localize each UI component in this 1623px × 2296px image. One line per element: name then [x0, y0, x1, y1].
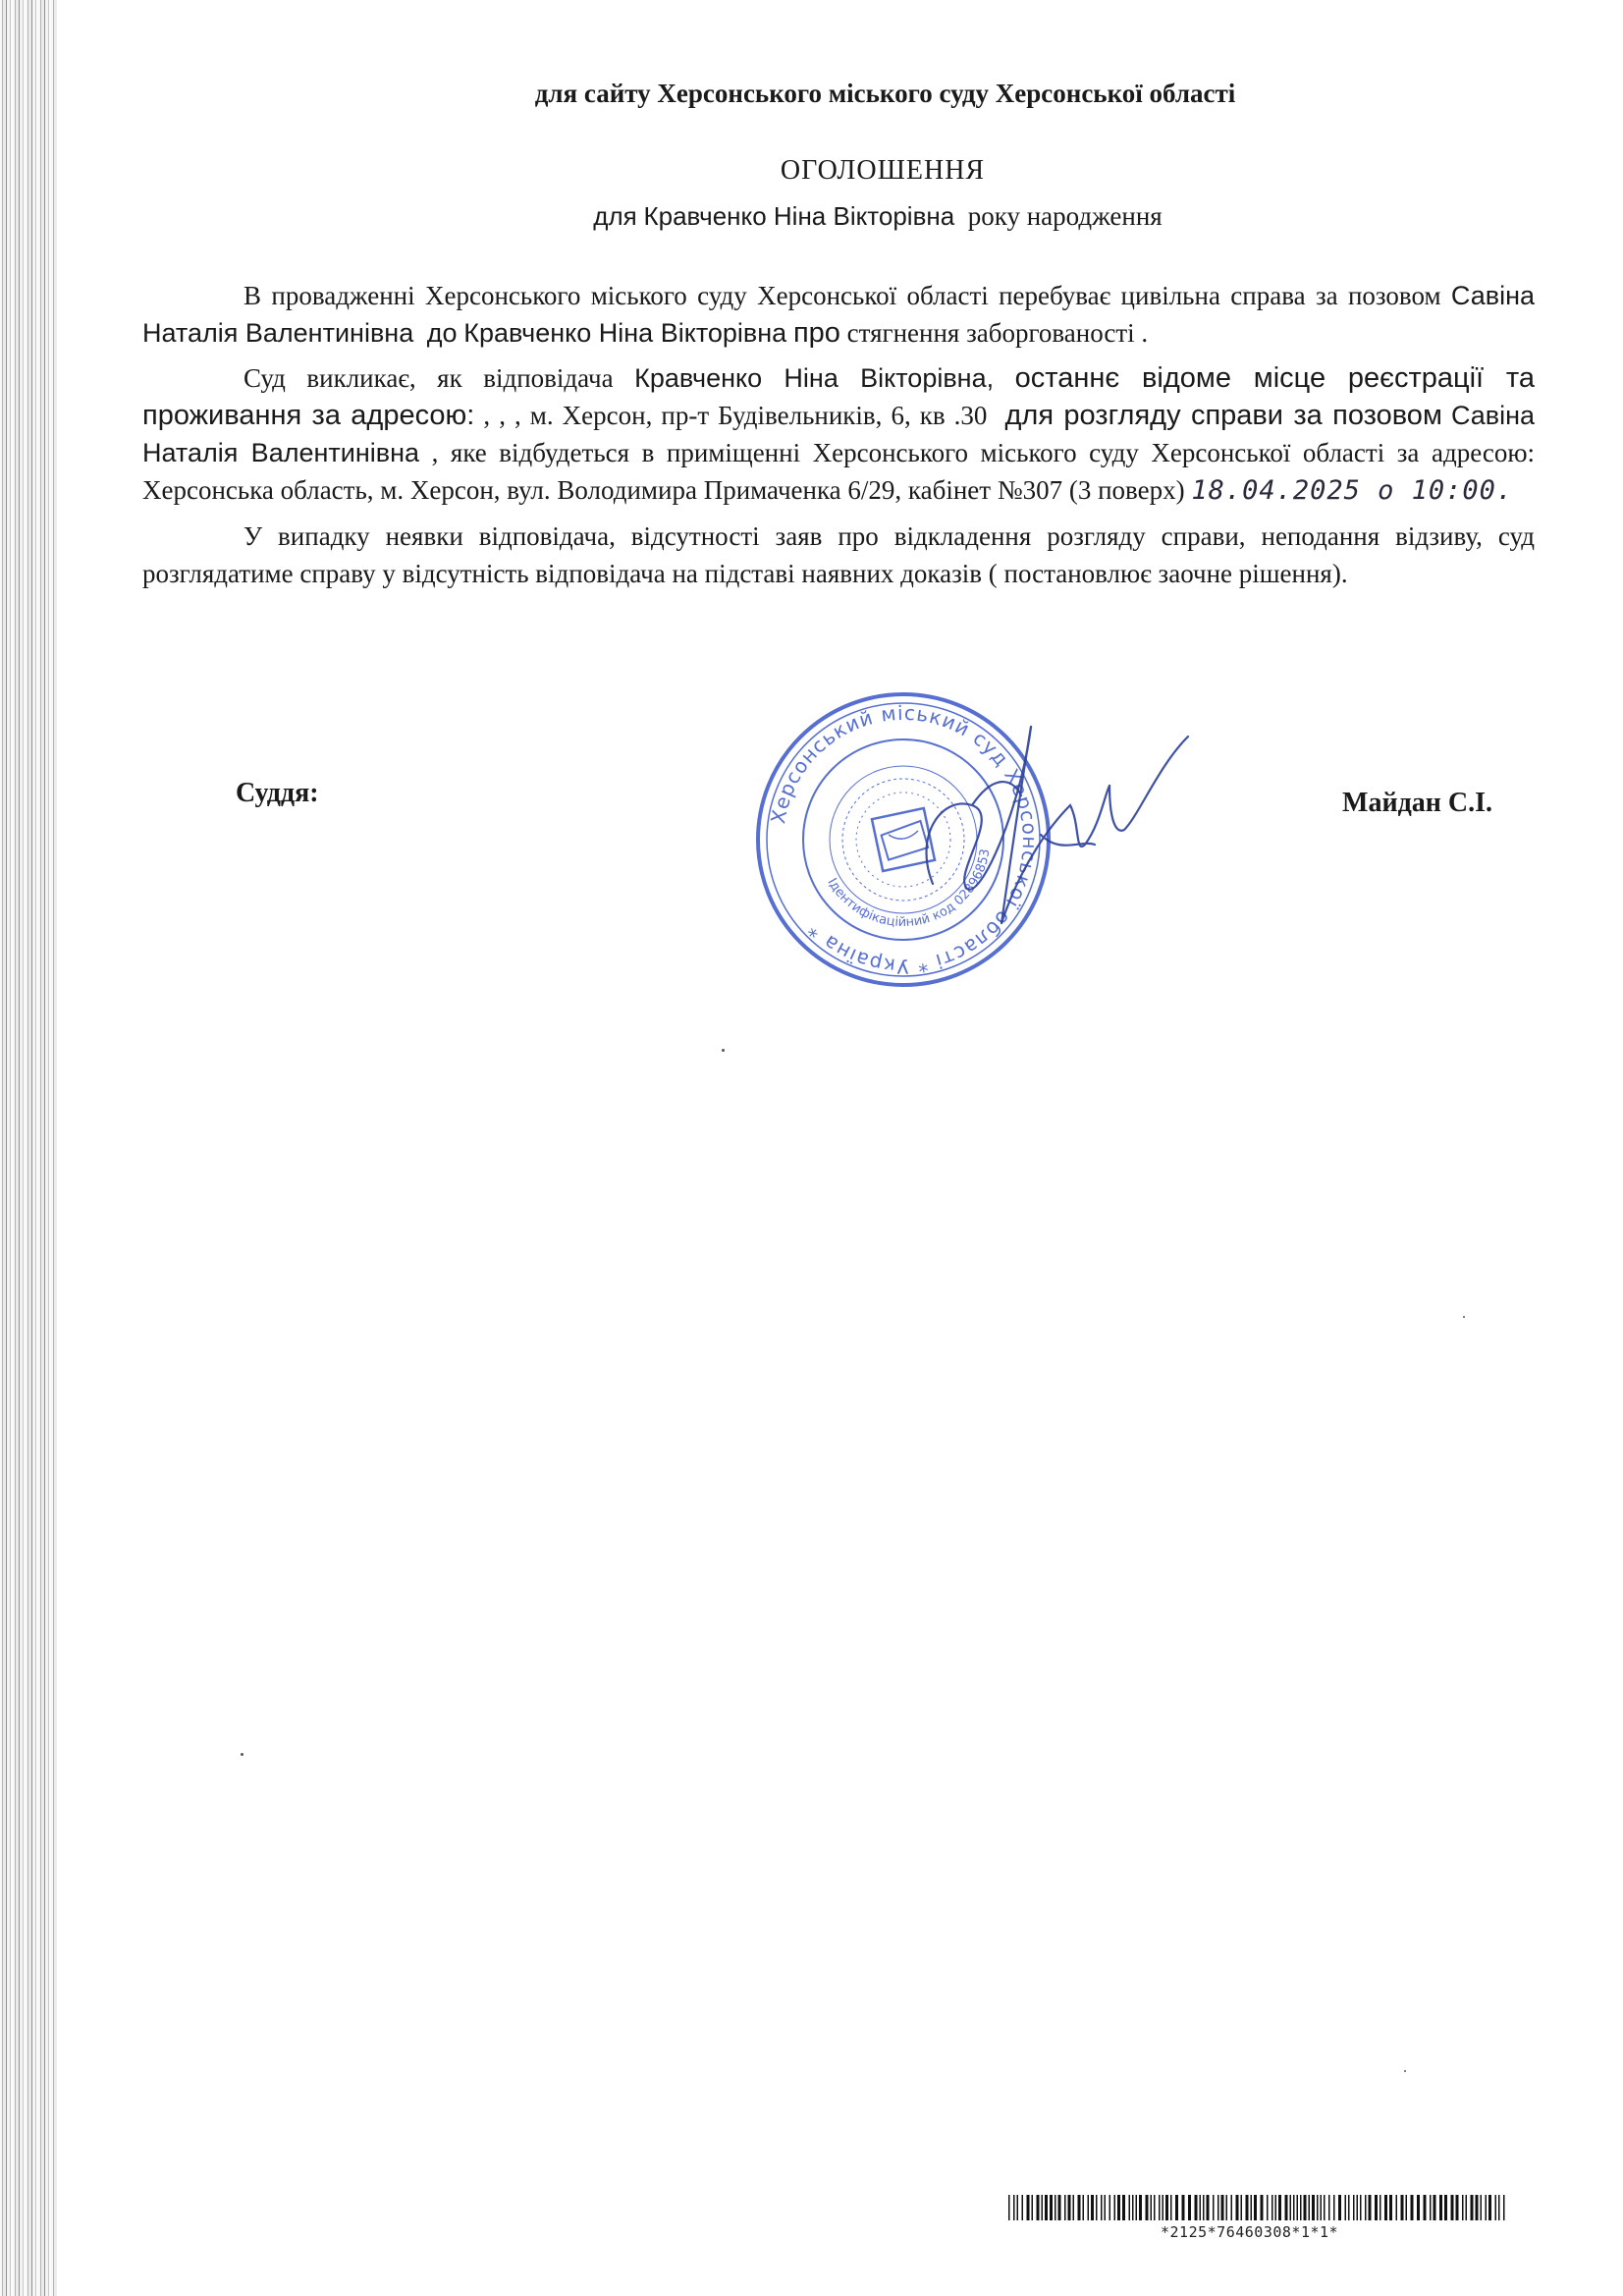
barcode-bar	[1278, 2195, 1281, 2220]
barcode-bar	[1401, 2195, 1404, 2220]
barcode-bar	[1471, 2195, 1474, 2220]
barcode-bar	[1451, 2195, 1454, 2220]
defendant-address: , , , м. Херсон, пр-т Будівельників, 6, кв .30	[483, 401, 988, 430]
barcode-bar	[1304, 2195, 1307, 2220]
notice-title: ОГОЛОШЕННЯ	[780, 155, 986, 186]
barcode-bar	[1139, 2195, 1142, 2220]
barcode-bar	[1481, 2195, 1483, 2220]
barcode-bar	[1293, 2195, 1295, 2220]
hearing-datetime: 18.04.2025 о 10:00.	[1191, 475, 1514, 506]
barcode-bar	[1396, 2195, 1398, 2220]
paragraph-default: У випадку неявки відповідача, відсутності заяв про відкладення розгляду справи, неподання відзиву, суд розглядатиме справу у відсутність відповідача на підставі наявних доказів ( постановлює заочне рішення).	[142, 521, 1535, 588]
summons-defendant: Кравченко Ніна Вікторівна,	[634, 363, 995, 393]
paragraph-case	[142, 277, 1535, 352]
barcode-bar	[1503, 2195, 1505, 2220]
barcode-bar	[1231, 2195, 1233, 2220]
barcode-bar	[1101, 2195, 1103, 2220]
barcode-bar	[1042, 2195, 1044, 2220]
barcode-bar	[1360, 2195, 1362, 2220]
barcode-bar	[1417, 2195, 1420, 2220]
barcode-bar	[1226, 2195, 1228, 2220]
barcode-bar	[1146, 2195, 1149, 2220]
judge-name: Майдан С.І.	[1342, 788, 1492, 818]
judge-label: Суддя:	[236, 778, 319, 808]
barcode-bar	[1309, 2195, 1311, 2220]
barcode-bar	[1375, 2195, 1378, 2220]
barcode-bar	[1271, 2195, 1273, 2220]
barcode-bar	[1129, 2195, 1131, 2220]
barcode-bar	[1132, 2195, 1134, 2220]
barcode-bar	[1195, 2195, 1198, 2220]
case-to: до	[426, 318, 458, 348]
barcode-bar	[1221, 2195, 1224, 2220]
barcode-bar	[1203, 2195, 1205, 2220]
barcode-bar	[1444, 2195, 1447, 2220]
barcode-bar	[1321, 2195, 1323, 2220]
barcode-bar	[1017, 2195, 1019, 2220]
barcode-bar	[1241, 2195, 1243, 2220]
barcode-bar	[1333, 2195, 1335, 2220]
scan-speck	[241, 1753, 243, 1756]
barcode-bar	[1013, 2195, 1015, 2220]
barcode-bar	[1439, 2195, 1442, 2220]
barcode-bar	[1170, 2195, 1172, 2220]
defendant-name: Кравченко Ніна Вікторівна	[463, 318, 787, 348]
summons-plaintiff: Савіна Наталія Валентинівна	[142, 401, 1536, 467]
paragraph-summons	[142, 359, 1535, 510]
addressee-suffix: року народження	[967, 201, 1163, 231]
barcode-bar	[1246, 2195, 1249, 2220]
barcode-number: *2125*76460308*1*1*	[1161, 2223, 1339, 2241]
barcode-bar	[1406, 2195, 1408, 2220]
barcode-bar	[1055, 2195, 1056, 2220]
barcode-bar	[1159, 2195, 1161, 2220]
barcode-bar	[1462, 2195, 1464, 2220]
barcode-bar	[1078, 2195, 1081, 2220]
summons-address-label: останнє відоме місце реєстрації та проживання за адресою:	[142, 362, 1535, 431]
barcode-bar	[1175, 2195, 1178, 2220]
plaintiff-name: Савіна Наталія Валентинівна	[142, 281, 1536, 348]
barcode-bar	[1083, 2195, 1085, 2220]
barcode-bar	[1466, 2195, 1468, 2220]
barcode-bar	[1105, 2195, 1107, 2220]
barcode-bar	[1495, 2195, 1497, 2220]
barcode-bar	[1213, 2195, 1215, 2220]
scan-speck	[1463, 1316, 1465, 1318]
barcode-bar	[1357, 2195, 1359, 2220]
barcode-bar	[1154, 2195, 1156, 2220]
hearing-location: , яке відбудеться в приміщенні Херсонського міського суду Херсонської області за адресою: Херсонська область, м. Херсон, вул. Володимира Примаченка 6/29, кабінет №307 (3 поверх)	[142, 438, 1536, 505]
barcode-bar	[1068, 2195, 1071, 2220]
barcode-bar	[1338, 2195, 1341, 2220]
barcode-bar	[1324, 2195, 1325, 2220]
scan-speck	[1404, 2070, 1406, 2072]
barcode-bar	[1456, 2195, 1459, 2220]
document-header: для сайту Херсонського міського суду Херсонської області	[534, 79, 1236, 108]
barcode-bar	[1261, 2195, 1264, 2220]
barcode-bar	[1251, 2195, 1253, 2220]
barcode-bar	[1389, 2195, 1392, 2220]
barcode-bar	[1285, 2195, 1288, 2220]
barcode-bar	[1317, 2195, 1319, 2220]
barcode-bar	[1091, 2195, 1094, 2220]
barcode-bar	[1114, 2195, 1116, 2220]
barcode-bar	[1136, 2195, 1138, 2220]
barcode-bar	[1165, 2195, 1168, 2220]
document-barcode	[1008, 2195, 1509, 2220]
barcode-bar	[1384, 2195, 1387, 2220]
barcode-bar	[1488, 2195, 1491, 2220]
barcode-bar	[1200, 2195, 1202, 2220]
barcode-bar	[1486, 2195, 1488, 2220]
barcode-bar	[1109, 2195, 1111, 2220]
case-text: В провадженні Херсонського міського суду Херсонської області перебуває цивільна справа за позовом	[243, 281, 1441, 310]
barcode-bar	[1411, 2195, 1414, 2220]
case-about: про	[792, 317, 840, 349]
barcode-bar	[1369, 2195, 1372, 2220]
barcode-bar	[1290, 2195, 1292, 2220]
barcode-bar	[1151, 2195, 1153, 2220]
barcode-bar	[1058, 2195, 1061, 2220]
barcode-bar	[1348, 2195, 1350, 2220]
barcode-bar	[1096, 2195, 1098, 2220]
barcode-bar	[1476, 2195, 1479, 2220]
barcode-bar	[1088, 2195, 1090, 2220]
barcode-bar	[1498, 2195, 1500, 2220]
barcode-bar	[1207, 2195, 1210, 2220]
barcode-bar	[1022, 2195, 1024, 2220]
addressee-prefix: для	[593, 201, 637, 231]
addressee-line	[0, 201, 1623, 232]
barcode-bar	[1008, 2195, 1010, 2220]
notice-body	[142, 277, 1535, 600]
barcode-bar	[1045, 2195, 1048, 2220]
barcode-bar	[1050, 2195, 1053, 2220]
barcode-bar	[1064, 2195, 1066, 2220]
barcode-bar	[1365, 2195, 1367, 2220]
barcode-bar	[1027, 2195, 1030, 2220]
barcode-bar	[1122, 2195, 1125, 2220]
barcode-bar	[1037, 2195, 1040, 2220]
judge-signature	[874, 687, 1198, 953]
svg-text:Херсонський міський суд Херсон: Херсонський міський суд Херсонської області * Україна *	[766, 700, 1043, 979]
addressee-name: Кравченко Ніна Вікторівна	[643, 201, 955, 231]
barcode-bar	[1182, 2195, 1185, 2220]
case-subject: стягнення заборгованості .	[846, 318, 1149, 348]
barcode-bar	[1032, 2195, 1034, 2220]
barcode-bar	[1254, 2195, 1257, 2220]
scan-speck	[722, 1049, 725, 1052]
summons-text: Суд викликає, як відповідача	[243, 363, 614, 393]
barcode-bar	[1188, 2195, 1191, 2220]
barcode-bar	[1300, 2195, 1302, 2220]
barcode-bar	[1312, 2195, 1315, 2220]
barcode-bar	[1073, 2195, 1075, 2220]
summons-purpose: для розгляду справи за позовом	[1004, 400, 1442, 431]
barcode-bar	[1380, 2195, 1381, 2220]
barcode-bar	[1424, 2195, 1427, 2220]
barcode-bar	[1297, 2195, 1299, 2220]
barcode-bar	[1328, 2195, 1330, 2220]
barcode-bar	[1430, 2195, 1432, 2220]
barcode-bar	[1163, 2195, 1164, 2220]
barcode-bar	[1434, 2195, 1436, 2220]
svg-text:Ідентифікаційний код 02896853: Ідентифікаційний код 02896853	[824, 847, 994, 931]
barcode-bar	[1236, 2195, 1239, 2220]
barcode-bar	[1275, 2195, 1277, 2220]
barcode-bar	[1345, 2195, 1347, 2220]
barcode-bar	[1217, 2195, 1219, 2220]
barcode-bar	[1267, 2195, 1269, 2220]
barcode-bar	[1353, 2195, 1355, 2220]
barcode-bar	[1117, 2195, 1120, 2220]
